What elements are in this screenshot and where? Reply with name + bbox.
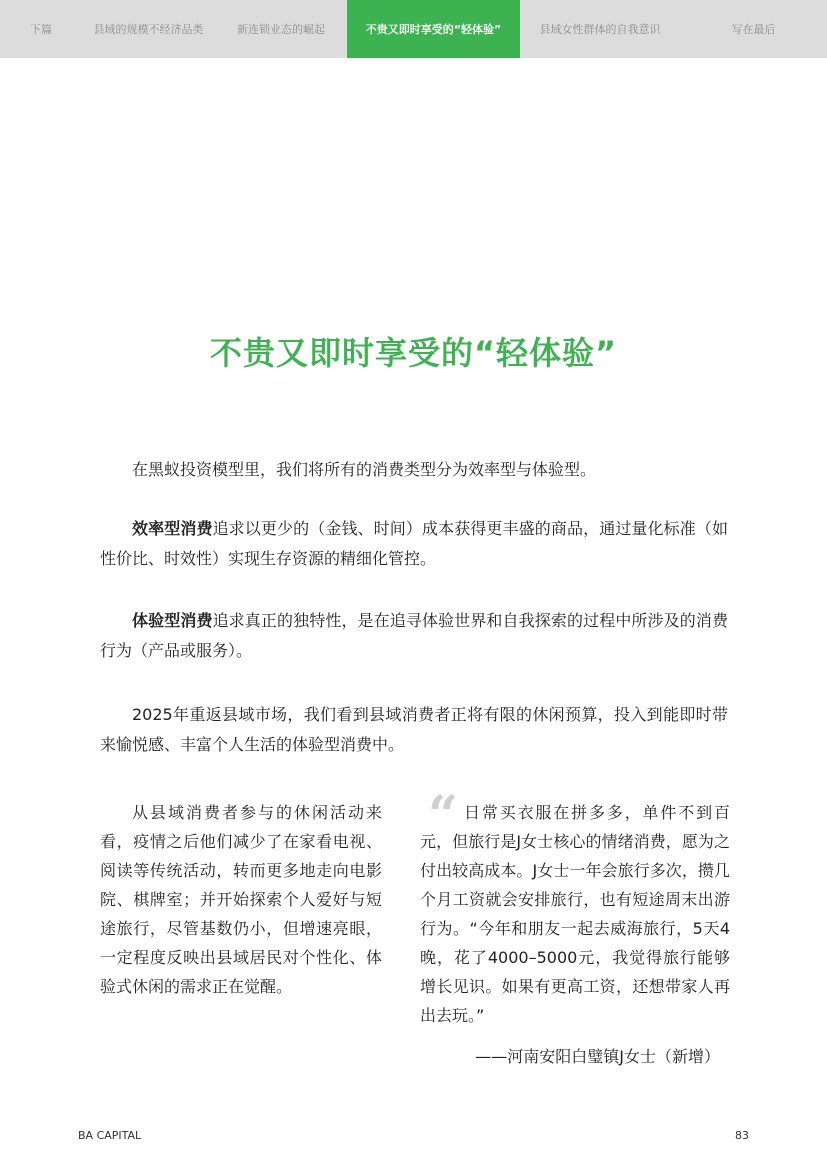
experience-text: 追求真正的独特性，是在追寻体验世界和自我探索的过程中所涉及的消费行为（产品或服务）。: [100, 611, 728, 660]
quote-text: 日常买衣服在拼多多，单件不到百元，但旅行是J女士核心的情绪消费，愿为之付出较高成本。J女士一年会旅行多次，攒几个月工资就会安排旅行，也有短途周末出游行为。“今年和朋友一起去威海旅行，5天4晚，花了4000–5000元，我觉得旅行能够增长见识。如果有更高工资，还想带家人再出去玩。”: [420, 803, 730, 1025]
tab-light-experience[interactable]: 不贵又即时享受的“轻体验”: [347, 0, 520, 58]
experience-term: 体验型消费: [132, 611, 213, 630]
experience-paragraph: [100, 606, 728, 666]
quote-attribution: ——河南安阳白璧镇J女士（新增）: [475, 1047, 720, 1066]
intro-paragraph: 在黑蚁投资模型里，我们将所有的消费类型分为效率型与体验型。: [132, 460, 597, 479]
efficiency-term: 效率型消费: [132, 519, 213, 538]
efficiency-paragraph: [100, 514, 728, 574]
quote-mark-icon: “: [428, 785, 458, 846]
tab-county-women[interactable]: 县域女性群体的自我意识: [539, 23, 661, 36]
tab-new-chain-formats[interactable]: 新连锁业态的崛起: [237, 23, 325, 36]
leisure-column: 从县域消费者参与的休闲活动来看，疫情之后他们减少了在家看电视、阅读等传统活动，转而更多地走向电影院、棋牌室；并开始探索个人爱好与短途旅行，尽管基数仍小，但增速亮眼，一定程度反映出县域居民对个性化、体验式休闲的需求正在觉醒。: [100, 803, 382, 996]
efficiency-text: 追求以更少的（金钱、时间）成本获得更丰盛的商品，通过量化标准（如性价比、时效性）实现生存资源的精细化管控。: [100, 519, 728, 568]
tab-closing[interactable]: 写在最后: [731, 23, 776, 36]
tab-part-two[interactable]: 下篇: [30, 23, 52, 36]
section-tab-bar: [0, 0, 827, 58]
page-number: 83: [735, 1129, 749, 1142]
page-title: 不贵又即时享受的“轻体验”: [209, 334, 618, 372]
footer-brand: BA CAPITAL: [78, 1129, 142, 1142]
county-market-paragraph: 2025年重返县域市场，我们看到县域消费者正将有限的休闲预算，投入到能即时带来愉悦感、丰富个人生活的体验型消费中。: [100, 705, 728, 754]
tab-county-scale-diseconomy[interactable]: 县域的规模不经济品类: [93, 23, 204, 36]
